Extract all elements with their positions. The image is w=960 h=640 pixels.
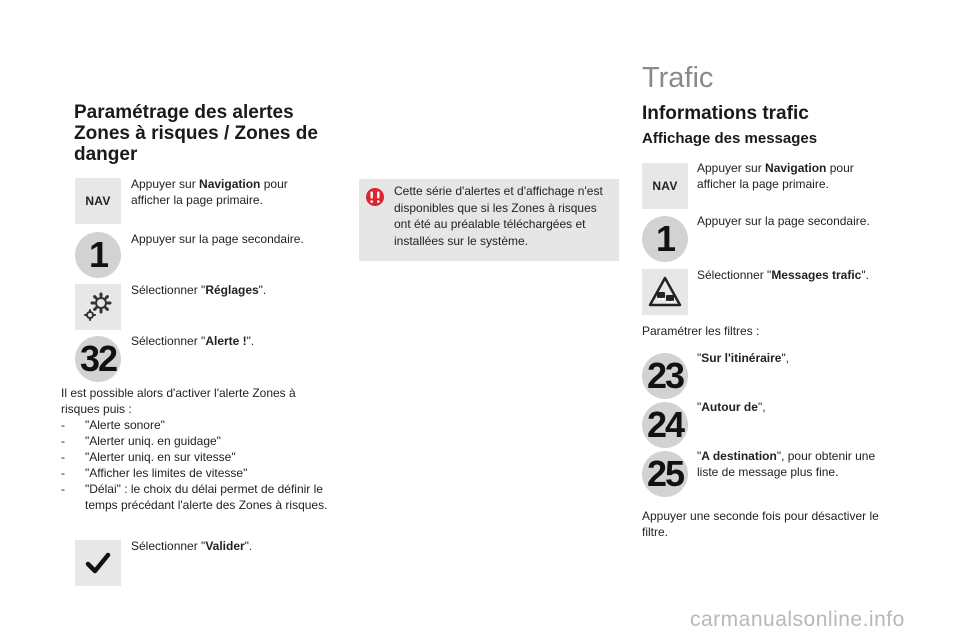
left-options-block xyxy=(61,385,336,513)
step-number-1-right: 1 xyxy=(642,216,688,262)
step-number-32: 32 xyxy=(75,336,121,382)
left-step-1: Appuyer sur Navigation pour afficher la page primaire. xyxy=(131,177,288,207)
option-item: - "Alerter uniq. en guidage" xyxy=(61,434,221,448)
filter-destination: "A destination", pour obtenir une liste de message plus fine. xyxy=(697,449,876,479)
right-subheading: Affichage des messages xyxy=(642,130,818,147)
left-step-3: Sélectionner "Réglages". xyxy=(131,283,267,297)
nav-button-tile xyxy=(75,178,121,224)
option-item: - "Alerter uniq. en sur vitesse" xyxy=(61,450,236,464)
right-step-3: Sélectionner "Messages trafic". xyxy=(697,268,869,282)
traffic-warning-icon xyxy=(647,275,683,309)
filter-on-route: "Sur l'itinéraire", xyxy=(697,351,790,365)
step-number-23: 23 xyxy=(642,353,688,399)
warning-icon xyxy=(365,187,385,210)
step-number-1: 1 xyxy=(75,232,121,278)
gears-icon xyxy=(81,290,115,324)
left-heading: Paramétrage des alertes Zones à risques / Zones de danger xyxy=(74,102,318,165)
nav-label: NAV xyxy=(652,179,678,193)
nav-button-tile-right xyxy=(642,163,688,209)
step-number-25: 25 xyxy=(642,451,688,497)
option-item: - "Délai" : le choix du délai permet de définir le temps précédant l'alerte des Zones à risques. xyxy=(61,482,328,512)
checkmark-icon xyxy=(85,550,111,576)
watermark: carmanualsonline.info xyxy=(690,608,905,631)
options-intro: Il est possible alors d'activer l'alerte Zones à risques puis : xyxy=(61,386,296,416)
left-step-5: Sélectionner "Valider". xyxy=(131,539,253,553)
validate-tile xyxy=(75,540,121,586)
right-step-2: Appuyer sur la page secondaire. xyxy=(697,214,870,228)
filters-intro: Paramétrer les filtres : xyxy=(642,324,760,338)
left-step-2: Appuyer sur la page secondaire. xyxy=(131,232,304,246)
filter-around: "Autour de", xyxy=(697,400,766,414)
option-item: - "Afficher les limites de vitesse" xyxy=(61,466,248,480)
section-title: Trafic xyxy=(642,62,714,94)
right-outro: Appuyer une seconde fois pour désactiver le filtre. xyxy=(642,509,879,539)
option-item: - "Alerte sonore" xyxy=(61,418,165,432)
settings-tile xyxy=(75,284,121,330)
traffic-tile xyxy=(642,269,688,315)
step-number-24: 24 xyxy=(642,402,688,448)
right-heading: Informations trafic xyxy=(642,103,809,124)
left-step-4: Sélectionner "Alerte !". xyxy=(131,334,255,348)
nav-label: NAV xyxy=(85,194,111,208)
warning-note-text: Cette série d'alertes et d'affichage n'est disponibles que si les Zones à risques ont été au préalable téléchargées et installées sur le système. xyxy=(394,184,603,248)
right-step-1: Appuyer sur Navigation pour afficher la page primaire. xyxy=(697,161,854,191)
